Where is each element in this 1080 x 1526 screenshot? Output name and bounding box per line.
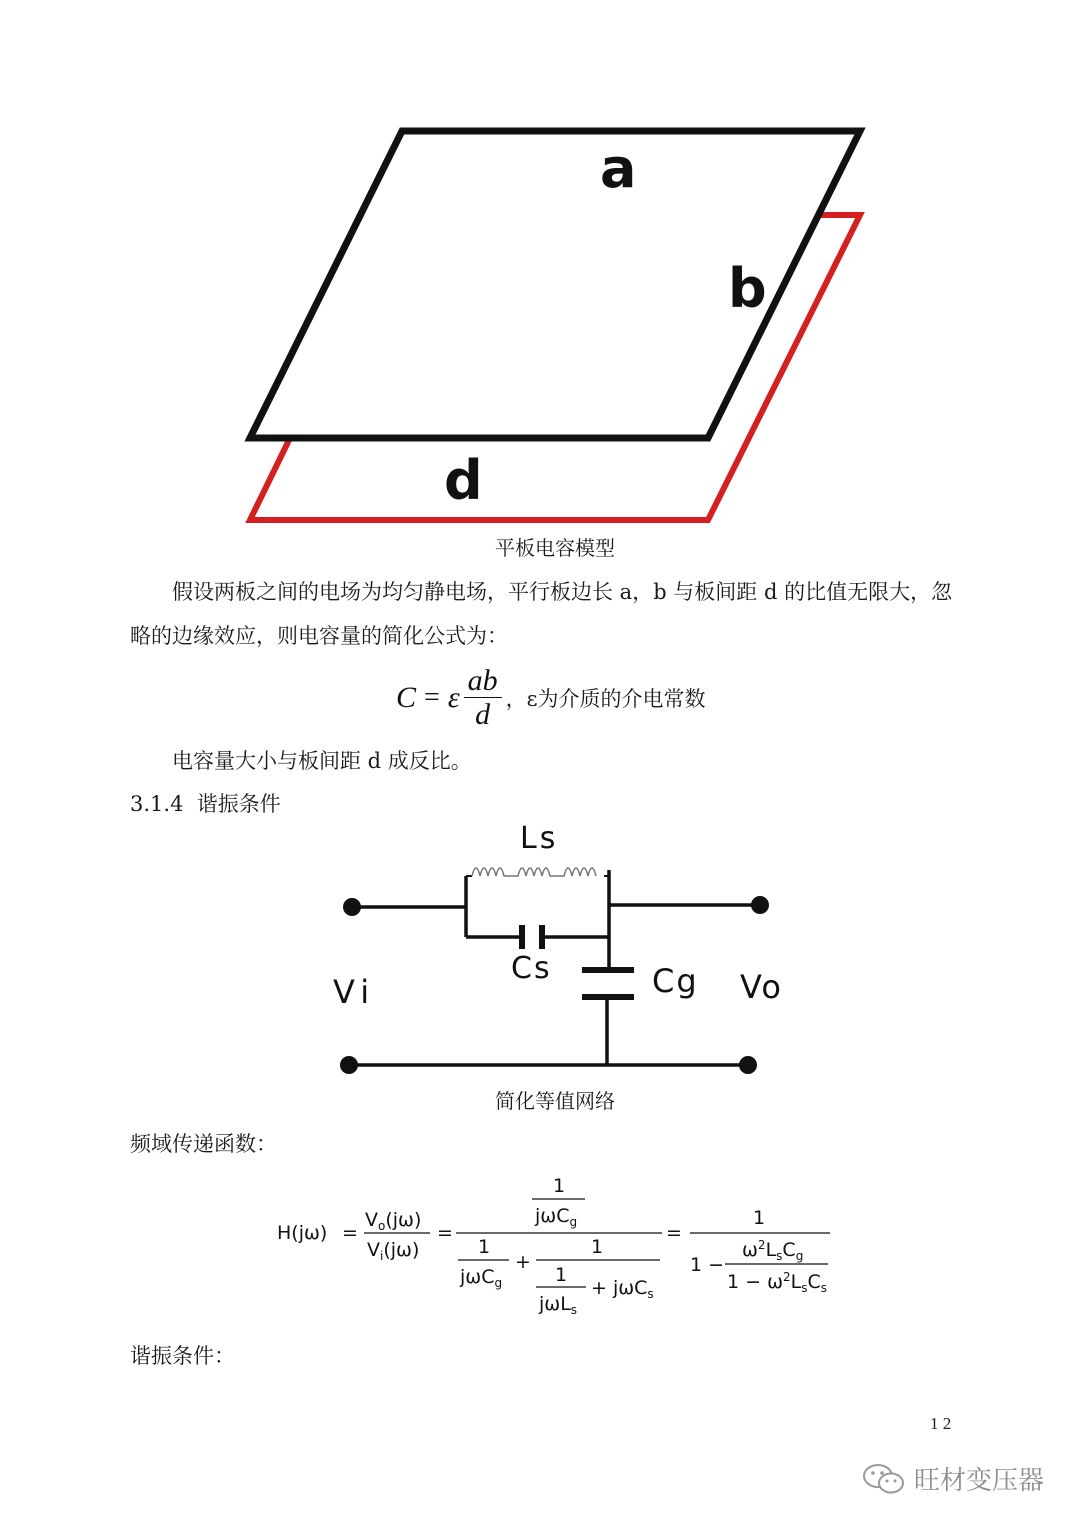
equals-2: = <box>437 1222 453 1244</box>
num-one: 1 <box>553 1175 566 1197</box>
right-inner-den: $1 - \omega^2L_sC_s$ <box>727 1270 828 1295</box>
equals-3: = <box>666 1222 682 1244</box>
capacitor-model-figure <box>0 0 1080 540</box>
inductor-coil <box>472 868 596 876</box>
page-number: 1 2 <box>930 1414 952 1433</box>
vo-symbol: $V_o(j\omega)$ <box>365 1209 422 1233</box>
wechat-icon <box>862 1462 906 1496</box>
den-jwls: jωL$_s$ <box>539 1293 578 1317</box>
label-cg: Cg <box>652 962 699 1000</box>
right-inner-num: $\omega^2L_sC_g$ <box>742 1238 804 1263</box>
vi-symbol: $V_i(j\omega)$ <box>367 1239 420 1263</box>
label-cs: Cs <box>511 951 552 986</box>
label-a: a <box>600 137 637 200</box>
paragraph-1-line-2: 略的边缘效应，则电容量的简化公式为： <box>130 624 508 648</box>
label-vo: Vo <box>740 968 783 1006</box>
section-heading: 3.1.4 谐振条件 <box>130 792 281 816</box>
formula-denominator: d <box>475 697 491 731</box>
watermark-text: 旺材变压器 <box>914 1466 1045 1496</box>
den-jwcg: jωC$_g$ <box>460 1266 503 1290</box>
formula-note: ，ε为介质的介电常数 <box>505 687 706 711</box>
paragraph-2: 电容量大小与板间距 d 成反比。 <box>172 749 472 773</box>
label-ls: Ls <box>520 821 559 856</box>
terminal-out-bottom <box>739 1056 757 1074</box>
transfer-function-formula <box>0 1160 1080 1330</box>
den-one-b: 1 <box>591 1236 604 1258</box>
formula-eq: = <box>424 682 440 713</box>
equals-1: = <box>342 1222 358 1244</box>
label-d: d <box>444 449 483 512</box>
label-b: b <box>728 257 767 320</box>
paragraph-4: 谐振条件： <box>130 1344 235 1368</box>
label-vi: Vi <box>333 973 376 1011</box>
den-one-a: 1 <box>478 1236 491 1258</box>
right-one-minus: 1 − <box>690 1254 725 1276</box>
terminal-out-top <box>751 896 769 914</box>
figure1-caption: 平板电容模型 <box>495 536 615 560</box>
den-plus: + <box>515 1251 531 1273</box>
equivalent-network-figure <box>0 820 1080 1090</box>
formula-epsilon: ε <box>447 681 460 714</box>
den-inner-one: 1 <box>555 1264 568 1286</box>
paragraph-3: 频域传递函数： <box>130 1132 277 1156</box>
den-plus-jwcs: + jωC$_s$ <box>591 1277 654 1301</box>
paragraph-1-line-1: 假设两板之间的电场为均匀静电场，平行板边长 a，b 与板间距 d 的比值无限大，忽 <box>172 580 953 604</box>
formula-c: C <box>396 681 417 714</box>
capacitance-formula <box>396 660 706 736</box>
figure2-caption: 简化等值网络 <box>495 1089 615 1113</box>
right-num-one: 1 <box>753 1207 766 1229</box>
watermark <box>862 1460 1044 1497</box>
formula-numerator: ab <box>467 663 498 697</box>
formula-fraction <box>464 665 502 732</box>
num-jwcg: jωC$_g$ <box>535 1205 578 1229</box>
h-jw: H(jω) <box>277 1222 328 1244</box>
